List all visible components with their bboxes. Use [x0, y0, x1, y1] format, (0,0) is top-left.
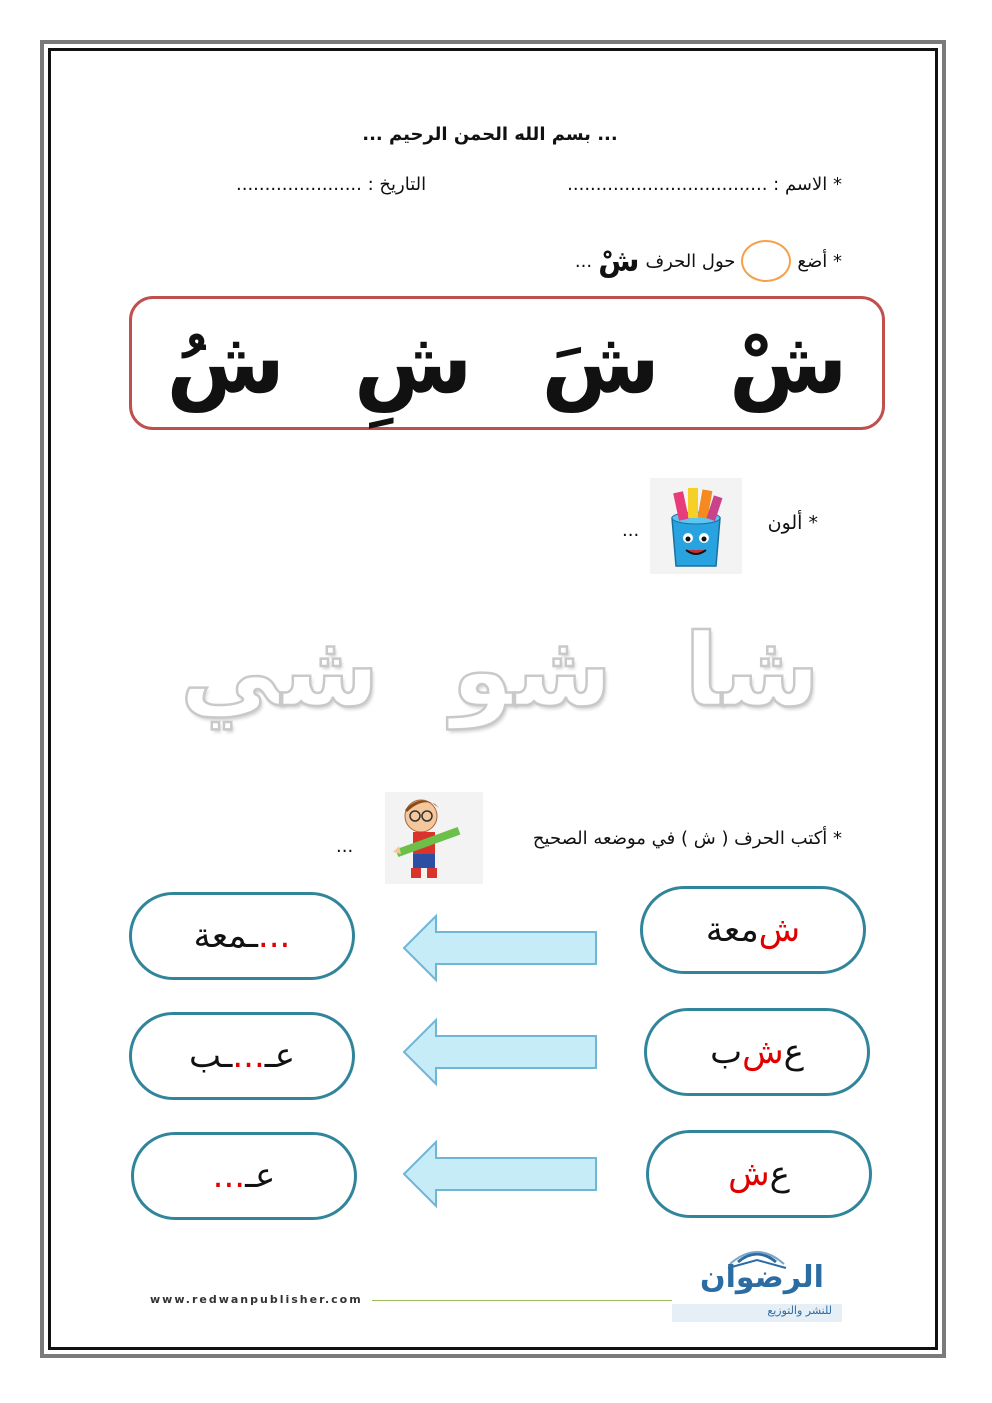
- exercise2-instruction: * ألون: [767, 512, 818, 534]
- instr1-middle: حول الحرف: [645, 250, 736, 272]
- crayons-icon: [650, 478, 742, 574]
- basmala: ... بسم الله الحمن الرحيم ...: [362, 124, 618, 145]
- exercise2-dots: ...: [622, 520, 640, 541]
- word-pre: ع: [769, 1154, 790, 1194]
- exercise3-instruction: * أكتب الحرف ( ش ) في موضعه الصحيح: [532, 828, 842, 849]
- blank-pill[interactable]: [129, 1012, 355, 1100]
- word-post: ب: [710, 1032, 743, 1072]
- word-letter: ش: [758, 910, 801, 950]
- trace-word[interactable]: شي: [180, 612, 380, 729]
- trace-word[interactable]: شو: [451, 612, 613, 729]
- blank-post: ـمعة: [193, 916, 258, 956]
- blank-post: ـب: [188, 1036, 233, 1076]
- word-pill: [644, 1008, 870, 1096]
- instr1-target-letter: شْ: [598, 243, 640, 279]
- blank-pill[interactable]: [131, 1132, 357, 1220]
- letter-option[interactable]: شَ: [541, 313, 661, 413]
- blank-dots[interactable]: ...: [212, 1156, 246, 1196]
- instr1-end: ...: [574, 250, 593, 272]
- blank-pre: عـ: [264, 1036, 296, 1076]
- blank-pre: عـ: [245, 1156, 276, 1196]
- exercise3-dots: ...: [336, 836, 354, 857]
- word-pre: ع: [783, 1032, 804, 1072]
- word-pill: [646, 1130, 872, 1218]
- trace-words: [160, 612, 840, 729]
- left-arrow-icon: [402, 1018, 598, 1086]
- circle-icon: [741, 240, 791, 282]
- blank-dots[interactable]: ...: [257, 916, 291, 956]
- publisher-logo: [668, 1232, 846, 1324]
- date-field[interactable]: التاريخ : ......................: [236, 174, 427, 195]
- instr1-before: * أضع: [797, 250, 842, 272]
- left-arrow-icon: [402, 1140, 598, 1208]
- trace-word[interactable]: شا: [684, 612, 820, 729]
- word-letter: ش: [742, 1032, 784, 1072]
- word-pill: [640, 886, 866, 974]
- name-field[interactable]: * الاسم : ...................................: [567, 174, 842, 195]
- letter-option[interactable]: شْ: [728, 313, 848, 413]
- word-post: معة: [705, 910, 759, 950]
- logo-tagline: للنشر والتوزيع: [672, 1304, 842, 1322]
- logo-name: الرضوان: [700, 1260, 824, 1295]
- letter-option[interactable]: شِ: [353, 313, 473, 413]
- boy-with-pencil-icon: [385, 792, 483, 884]
- blank-pill[interactable]: [129, 892, 355, 980]
- letters-box: [129, 296, 885, 430]
- left-arrow-icon: [402, 914, 598, 982]
- footer-url: www.redwanpublisher.com: [150, 1293, 363, 1306]
- letter-option[interactable]: شُ: [166, 313, 286, 413]
- exercise1-instruction: [575, 240, 842, 282]
- blank-dots[interactable]: ...: [232, 1036, 265, 1076]
- footer-divider: [372, 1300, 672, 1301]
- word-letter: ش: [728, 1154, 770, 1194]
